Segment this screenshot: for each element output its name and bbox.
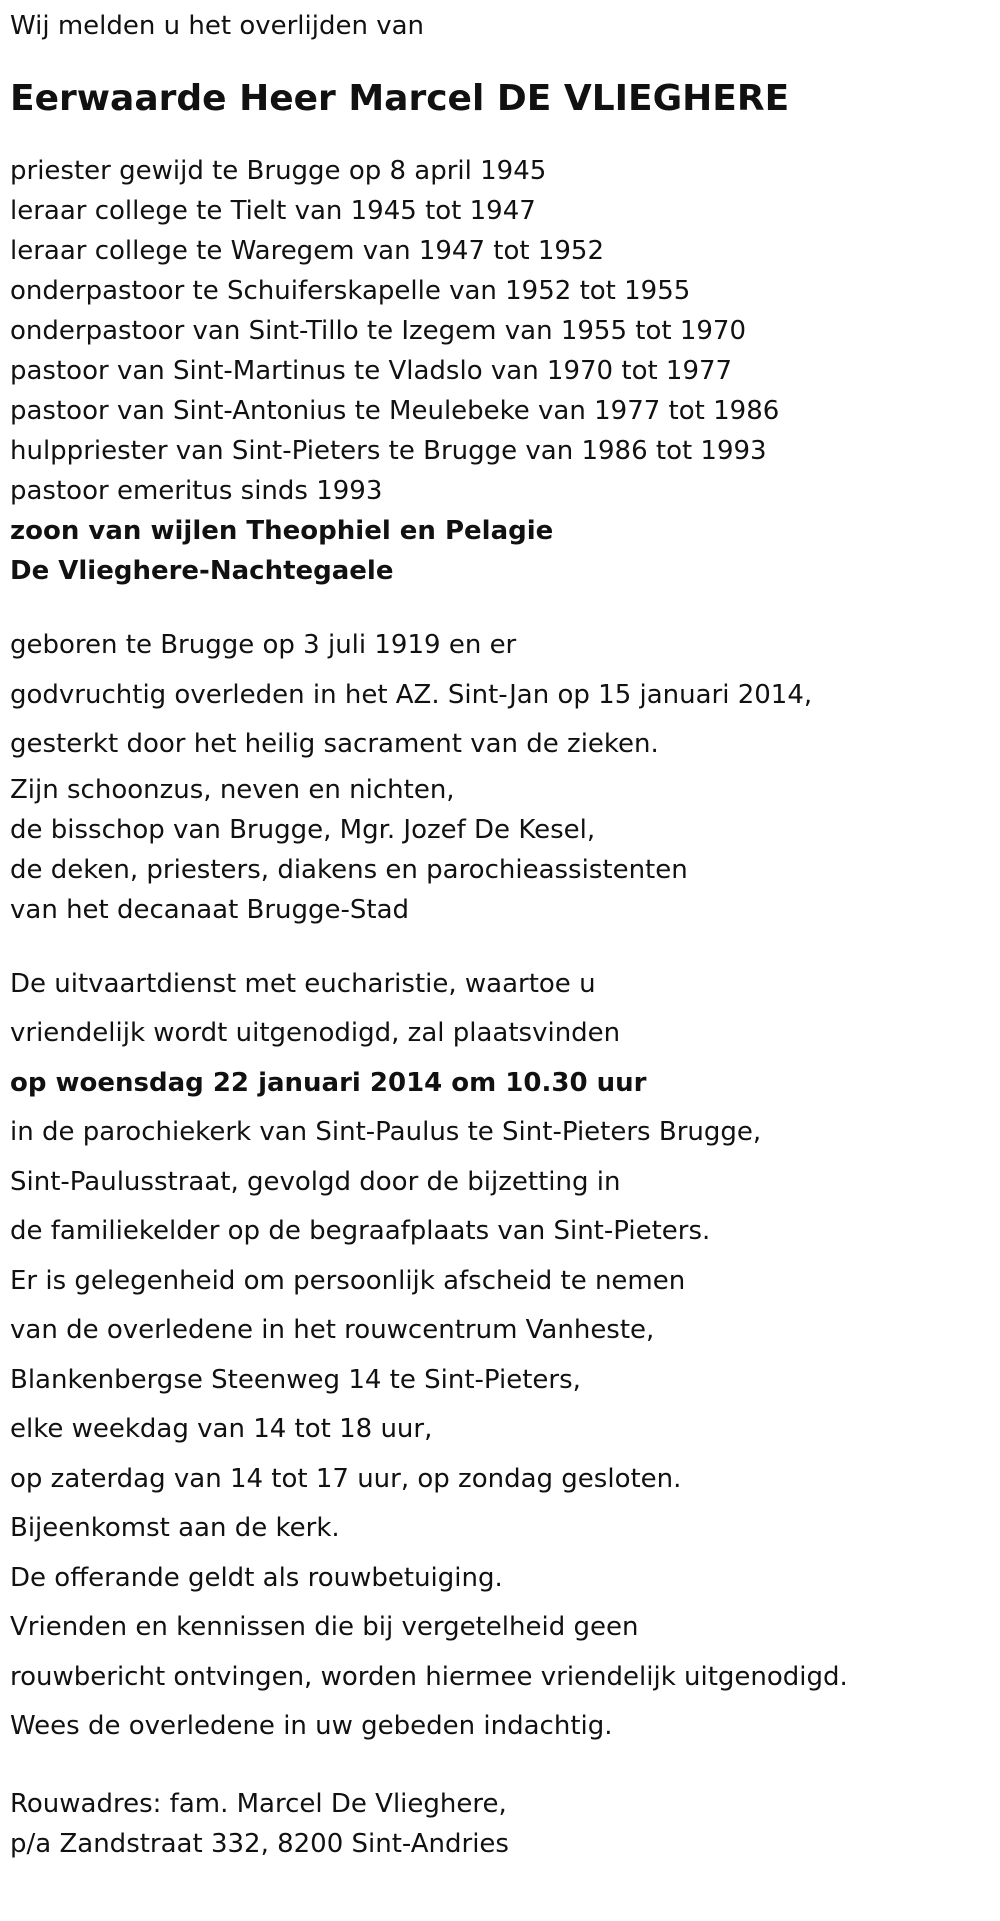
- career-line: pastoor van Sint-Antonius te Meulebeke van 1977 tot 1986: [10, 396, 780, 426]
- funeral-detail-line: Wees de overledene in uw gebeden indachtig.: [10, 1711, 613, 1741]
- mourners-line: Zijn schoonzus, neven en nichten,: [10, 774, 455, 805]
- birth-death-line: gesterkt door het heilig sacrament van de zieken.: [10, 729, 659, 759]
- parents-line: De Vlieghere-Nachtegaele: [10, 556, 394, 586]
- birth-death-line: godvruchtig overleden in het AZ. Sint-Jan op 15 januari 2014,: [10, 679, 813, 710]
- funeral-detail-line: van de overledene in het rouwcentrum Vanheste,: [10, 1315, 655, 1345]
- funeral-detail-line: rouwbericht ontvingen, worden hiermee vriendelijk uitgenodigd.: [10, 1661, 848, 1692]
- funeral-detail-line: Sint-Paulusstraat, gevolgd door de bijzetting in: [10, 1166, 621, 1197]
- mourners-block: [10, 770, 990, 930]
- deceased-name: Eerwaarde Heer Marcel DE VLIEGHERE: [10, 78, 790, 119]
- career-line: onderpastoor van Sint-Tillo te Izegem van 1955 tot 1970: [10, 316, 746, 346]
- career-list: [10, 151, 990, 511]
- funeral-intro-line: De uitvaartdienst met eucharistie, waartoe u: [10, 968, 596, 999]
- career-line: leraar college te Waregem van 1947 tot 1952: [10, 236, 605, 266]
- career-line: hulppriester van Sint-Pieters te Brugge van 1986 tot 1993: [10, 436, 767, 466]
- funeral-detail-line: Er is gelegenheid om persoonlijk afscheid te nemen: [10, 1265, 686, 1296]
- funeral-detail-line: elke weekdag van 14 tot 18 uur,: [10, 1414, 433, 1444]
- parents-block: [10, 511, 990, 591]
- address-line: Rouwadres: fam. Marcel De Vlieghere,: [10, 1788, 507, 1819]
- career-line: leraar college te Tielt van 1945 tot 1947: [10, 196, 536, 226]
- section-gap: [10, 1752, 990, 1784]
- address-line: p/a Zandstraat 332, 8200 Sint-Andries: [10, 1828, 509, 1859]
- mourners-line: de bisschop van Brugge, Mgr. Jozef De Kesel,: [10, 814, 596, 845]
- section-gap: [10, 930, 990, 960]
- parents-line: zoon van wijlen Theophiel en Pelagie: [10, 516, 554, 546]
- intro-line: Wij melden u het overlijden van: [10, 11, 425, 41]
- funeral-detail-line: op zaterdag van 14 tot 17 uur, op zondag gesloten.: [10, 1463, 682, 1494]
- funeral-detail-line: De offerande geldt als rouwbetuiging.: [10, 1562, 503, 1593]
- funeral-intro-line: vriendelijk wordt uitgenodigd, zal plaatsvinden: [10, 1018, 621, 1048]
- funeral-block: [10, 960, 990, 1752]
- career-line: pastoor emeritus sinds 1993: [10, 476, 383, 506]
- funeral-detail-line: Vrienden en kennissen die bij vergetelheid geen: [10, 1612, 639, 1642]
- section-gap: [10, 591, 990, 621]
- funeral-detail-line: Bijeenkomst aan de kerk.: [10, 1513, 340, 1543]
- funeral-detail-line: de familiekelder op de begraafplaats van Sint-Pieters.: [10, 1216, 711, 1246]
- career-line: pastoor van Sint-Martinus te Vladslo van 1970 tot 1977: [10, 356, 733, 386]
- funeral-detail-line: Blankenbergse Steenweg 14 te Sint-Pieters,: [10, 1364, 581, 1395]
- funeral-detail-line: in de parochiekerk van Sint-Paulus te Sint-Pieters Brugge,: [10, 1117, 762, 1147]
- mourners-line: van het decanaat Brugge-Stad: [10, 894, 410, 925]
- birth-death-block: [10, 621, 990, 770]
- funeral-date: op woensdag 22 januari 2014 om 10.30 uur: [10, 1067, 647, 1098]
- career-line: priester gewijd te Brugge op 8 april 1945: [10, 156, 547, 186]
- address-block: [10, 1784, 990, 1864]
- mourners-line: de deken, priesters, diakens en parochieassistenten: [10, 854, 688, 885]
- birth-death-line: geboren te Brugge op 3 juli 1919 en er: [10, 630, 517, 660]
- career-line: onderpastoor te Schuiferskapelle van 1952 tot 1955: [10, 276, 691, 306]
